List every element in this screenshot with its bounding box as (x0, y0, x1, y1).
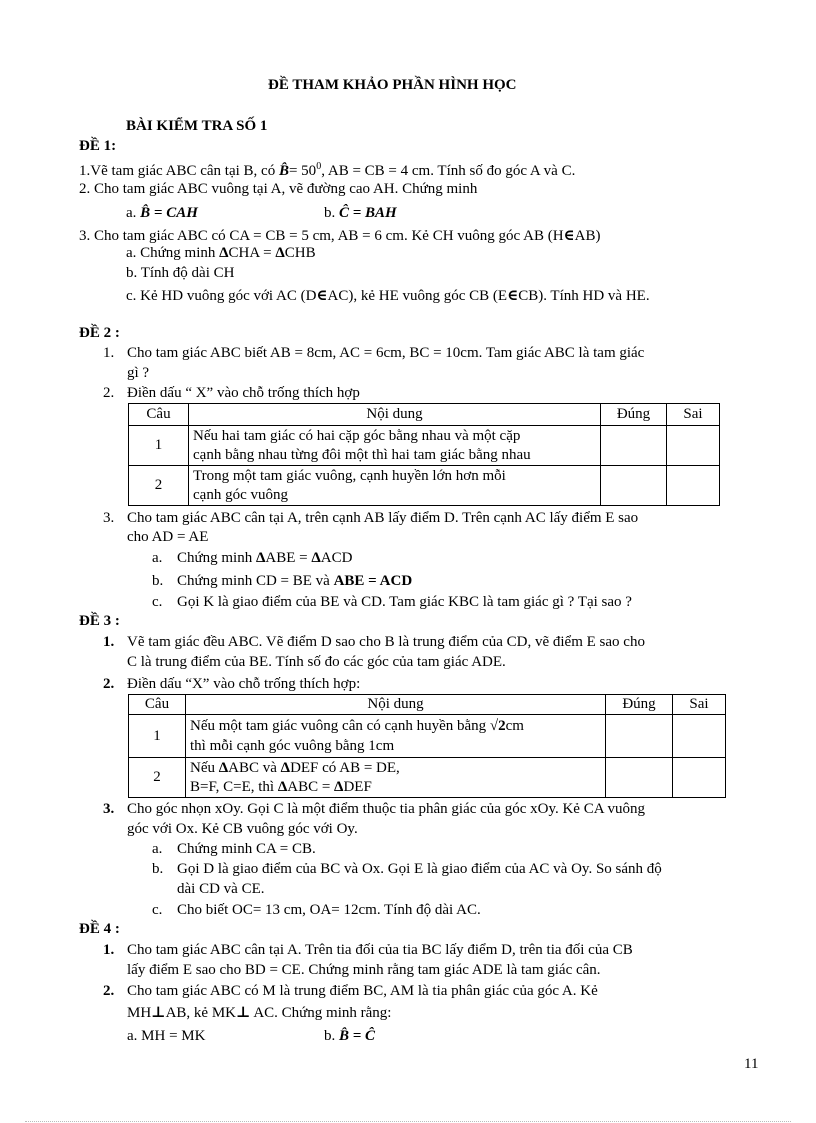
de1-q2a: a. B̂ = CAH (126, 205, 198, 221)
de1-q3c: c. Kẻ HD vuông góc với AC (D∈AC), kẻ HE vuông góc CB (E∈CB). Tính HD và HE. (126, 288, 650, 304)
de3-q1-line1: Vẽ tam giác đều ABC. Vẽ điểm D sao cho B là trung điểm của CD, vẽ điểm E sao cho (127, 634, 645, 650)
de4-q2b: b. B̂ = Ĉ (324, 1028, 376, 1044)
de2-q3a: Chứng minh ΔABE = ΔACD (177, 550, 353, 566)
de3-q3c-label: c. (152, 902, 163, 918)
answer-cell-sai[interactable] (673, 758, 726, 798)
de1-q2: 2. Cho tam giác ABC vuông tại A, vẽ đường cao AH. Chứng minh (79, 181, 478, 197)
de1-q3b: b. Tính độ dài CH (126, 265, 235, 281)
col-header-cau: Câu (129, 404, 189, 426)
de2-q3b-label: b. (152, 573, 164, 589)
de3-q1-line2: C là trung điểm của BE. Tính số đo các góc của tam giác ADE. (127, 654, 506, 670)
page-subtitle: BÀI KIỂM TRA SỐ 1 (126, 118, 268, 134)
col-header-dung: Đúng (606, 695, 673, 715)
de3-q3-line1: Cho góc nhọn xOy. Gọi C là một điểm thuộc tia phân giác của góc xOy. Kẻ CA vuông (127, 801, 645, 817)
de3-answer-table (128, 694, 726, 798)
de1-q3: 3. Cho tam giác ABC có CA = CB = 5 cm, AB = 6 cm. Kẻ CH vuông góc AB (H∈AB) (79, 228, 601, 244)
de3-q3c: Cho biết OC= 13 cm, OA= 12cm. Tính độ dài AC. (177, 902, 481, 918)
de3-q1-num: 1. (103, 634, 115, 650)
table-row (129, 426, 720, 466)
col-header-sai: Sai (673, 695, 726, 715)
sqrt-symbol: √2 (489, 718, 506, 734)
table-row (129, 758, 726, 798)
answer-cell-sai[interactable] (667, 426, 720, 466)
row-content: Nếu ΔABC và ΔDEF có AB = DE, B=F, C=E, thì ΔABC = ΔDEF (186, 758, 606, 798)
de4-q2a: a. MH = MK (127, 1028, 206, 1044)
de4-q1-line1: Cho tam giác ABC cân tại A. Trên tia đối của tia BC lấy điểm D, trên tia đối của CB (127, 942, 633, 958)
de3-q3a: Chứng minh CA = CB. (177, 841, 316, 857)
de3-q3a-label: a. (152, 841, 163, 857)
de4-q2-line2: MH⊥AB, kẻ MK⊥ AC. Chứng minh rằng: (127, 1005, 392, 1021)
table-row (129, 715, 726, 758)
de2-q1-num: 1. (103, 345, 115, 361)
row-content: Trong một tam giác vuông, cạnh huyền lớn hơn mỗi cạnh góc vuông (189, 466, 601, 506)
col-header-cau: Câu (129, 695, 186, 715)
de2-q3-line2: cho AD = AE (127, 529, 209, 545)
de4-q1-num: 1. (103, 942, 115, 958)
table-row (129, 466, 720, 506)
de2-q3b: Chứng minh CD = BE và ABE = ACD (177, 573, 413, 589)
de2-heading: ĐỀ 2 : (79, 325, 120, 341)
de3-heading: ĐỀ 3 : (79, 613, 120, 629)
de2-q1-line1: Cho tam giác ABC biết AB = 8cm, AC = 6cm, BC = 10cm. Tam giác ABC là tam giác (127, 345, 645, 361)
page-title: ĐỀ THAM KHẢO PHẦN HÌNH HỌC (268, 77, 517, 93)
de1-heading: ĐỀ 1: (79, 138, 117, 154)
de4-q2-line1: Cho tam giác ABC có M là trung điểm BC, AM là tia phân giác của góc A. Kẻ (127, 983, 598, 999)
answer-cell-dung[interactable] (606, 715, 673, 758)
de2-q2-num: 2. (103, 385, 115, 401)
de3-q2: Điền dấu “X” vào chỗ trống thích hợp: (127, 676, 361, 692)
answer-cell-sai[interactable] (673, 715, 726, 758)
col-header-noi-dung: Nội dung (189, 404, 601, 426)
de3-q3b-label: b. (152, 861, 164, 877)
de3-q3-num: 3. (103, 801, 115, 817)
row-number: 1 (129, 426, 189, 466)
de4-q1-line2: lấy điểm E sao cho BD = CE. Chứng minh rằng tam giác ADE là tam giác cân. (127, 962, 601, 978)
row-number: 1 (129, 715, 186, 758)
row-content: Nếu một tam giác vuông cân có cạnh huyền bằng √2cm thì mỗi cạnh góc vuông bằng 1cm (186, 715, 606, 758)
de1-q1: 1.Vẽ tam giác ABC cân tại B, có B̂= $50^0$, AB = CB = 4 cm. Tính số đo góc A và C. (79, 161, 576, 179)
answer-cell-dung[interactable] (606, 758, 673, 798)
answer-cell-sai[interactable] (667, 466, 720, 506)
row-number: 2 (129, 758, 186, 798)
de3-q3-line2: góc với Ox. Kẻ CB vuông góc với Oy. (127, 821, 358, 837)
de2-q3c-label: c. (152, 594, 163, 610)
de1-q2b: b. Ĉ = BAH (324, 205, 397, 221)
answer-cell-dung[interactable] (601, 426, 667, 466)
de1-q3a: a. Chứng minh ΔCHA = ΔCHB (126, 245, 316, 261)
de2-q2: Điền dấu “ X” vào chỗ trống thích hợp (127, 385, 360, 401)
col-header-sai: Sai (667, 404, 720, 426)
de3-q3b-line1: Gọi D là giao điểm của BC và Ox. Gọi E là giao điểm của AC và Oy. So sánh độ (177, 861, 662, 877)
col-header-noi-dung: Nội dung (186, 695, 606, 715)
page-number: 11 (744, 1056, 759, 1072)
table-header-row (129, 404, 720, 426)
de2-q3a-label: a. (152, 550, 163, 566)
de2-q3-line1: Cho tam giác ABC cân tại A, trên cạnh AB lấy điểm D. Trên cạnh AC lấy điểm E sao (127, 510, 639, 526)
de2-q3c: Gọi K là giao điểm của BE và CD. Tam giác KBC là tam giác gì ? Tại sao ? (177, 594, 632, 610)
de2-answer-table (128, 403, 720, 506)
de2-q1-line2: gì ? (127, 365, 150, 381)
table-header-row (129, 695, 726, 715)
row-content: Nếu hai tam giác có hai cặp góc bằng nhau và một cặp cạnh bằng nhau từng đôi một thì hai tam giác bằng nhau (189, 426, 601, 466)
de3-q3b-line2: dài CD và CE. (177, 881, 265, 897)
de4-heading: ĐỀ 4 : (79, 921, 120, 937)
de4-q2-num: 2. (103, 983, 115, 999)
row-number: 2 (129, 466, 189, 506)
de2-q3-num: 3. (103, 510, 115, 526)
page-footer-divider (25, 1121, 791, 1122)
de3-q2-num: 2. (103, 676, 115, 692)
col-header-dung: Đúng (601, 404, 667, 426)
answer-cell-dung[interactable] (601, 466, 667, 506)
